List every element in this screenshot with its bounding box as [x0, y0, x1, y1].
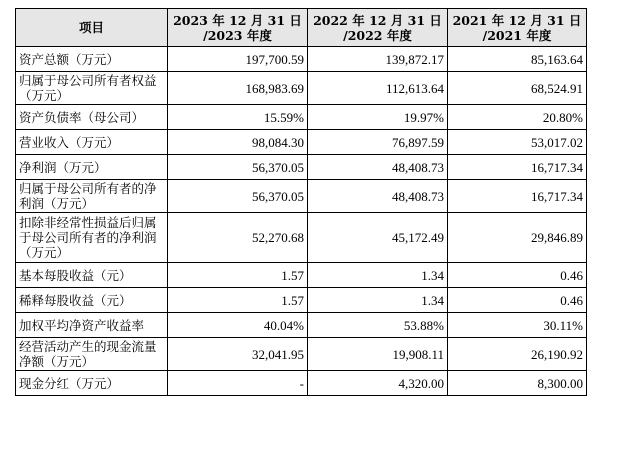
- cell-2022: 19,908.11: [308, 338, 448, 371]
- cell-2021: 0.46: [448, 288, 587, 313]
- cell-2022: 112,613.64: [308, 72, 448, 105]
- cell-2021: 29,846.89: [448, 213, 587, 263]
- row-label: 现金分红（万元）: [16, 371, 168, 396]
- row-label: 归属于母公司所有者权益（万元）: [16, 72, 168, 105]
- cell-2023: -: [168, 371, 308, 396]
- cell-2021: 53,017.02: [448, 130, 587, 155]
- table-row: [16, 105, 587, 130]
- cell-2023: 15.59%: [168, 105, 308, 130]
- cell-2021: 0.46: [448, 263, 587, 288]
- cell-2021: 8,300.00: [448, 371, 587, 396]
- cell-2021: 85,163.64: [448, 47, 587, 72]
- cell-2023: 98,084.30: [168, 130, 308, 155]
- cell-2021: 68,524.91: [448, 72, 587, 105]
- row-label: 资产总额（万元）: [16, 47, 168, 72]
- row-label: 扣除非经常性损益后归属于母公司所有者的净利润（万元）: [16, 213, 168, 263]
- cell-2023: 1.57: [168, 288, 308, 313]
- cell-2023: 52,270.68: [168, 213, 308, 263]
- cell-2023: 197,700.59: [168, 47, 308, 72]
- row-label: 加权平均净资产收益率: [16, 313, 168, 338]
- cell-2022: 45,172.49: [308, 213, 448, 263]
- cell-2022: 48,408.73: [308, 180, 448, 213]
- header-item: 项目: [16, 9, 168, 47]
- row-label: 资产负债率（母公司）: [16, 105, 168, 130]
- financial-summary-table: [15, 8, 587, 396]
- table-row: [16, 263, 587, 288]
- table-row: [16, 313, 587, 338]
- table-row: [16, 72, 587, 105]
- cell-2023: 32,041.95: [168, 338, 308, 371]
- row-label: 归属于母公司所有者的净利润（万元）: [16, 180, 168, 213]
- cell-2023: 56,370.05: [168, 155, 308, 180]
- table-row: [16, 180, 587, 213]
- row-label: 经营活动产生的现金流量净额（万元）: [16, 338, 168, 371]
- cell-2022: 139,872.17: [308, 47, 448, 72]
- cell-2022: 4,320.00: [308, 371, 448, 396]
- table-header-row: [16, 9, 587, 47]
- row-label: 净利润（万元）: [16, 155, 168, 180]
- header-2021: 2021 年 12 月 31 日 /2021 年度: [448, 9, 587, 47]
- table-row: [16, 371, 587, 396]
- header-2023: 2023 年 12 月 31 日 /2023 年度: [168, 9, 308, 47]
- row-label: 营业收入（万元）: [16, 130, 168, 155]
- cell-2021: 16,717.34: [448, 180, 587, 213]
- cell-2021: 30.11%: [448, 313, 587, 338]
- cell-2021: 26,190.92: [448, 338, 587, 371]
- cell-2022: 53.88%: [308, 313, 448, 338]
- cell-2022: 1.34: [308, 288, 448, 313]
- cell-2022: 19.97%: [308, 105, 448, 130]
- cell-2021: 16,717.34: [448, 155, 587, 180]
- table-row: [16, 288, 587, 313]
- cell-2021: 20.80%: [448, 105, 587, 130]
- table-row: [16, 130, 587, 155]
- cell-2023: 56,370.05: [168, 180, 308, 213]
- cell-2023: 168,983.69: [168, 72, 308, 105]
- cell-2023: 40.04%: [168, 313, 308, 338]
- header-2022: 2022 年 12 月 31 日 /2022 年度: [308, 9, 448, 47]
- cell-2023: 1.57: [168, 263, 308, 288]
- table-row: [16, 213, 587, 263]
- cell-2022: 76,897.59: [308, 130, 448, 155]
- cell-2022: 48,408.73: [308, 155, 448, 180]
- table-row: [16, 47, 587, 72]
- row-label: 基本每股收益（元）: [16, 263, 168, 288]
- row-label: 稀释每股收益（元）: [16, 288, 168, 313]
- table-row: [16, 338, 587, 371]
- cell-2022: 1.34: [308, 263, 448, 288]
- table-row: [16, 155, 587, 180]
